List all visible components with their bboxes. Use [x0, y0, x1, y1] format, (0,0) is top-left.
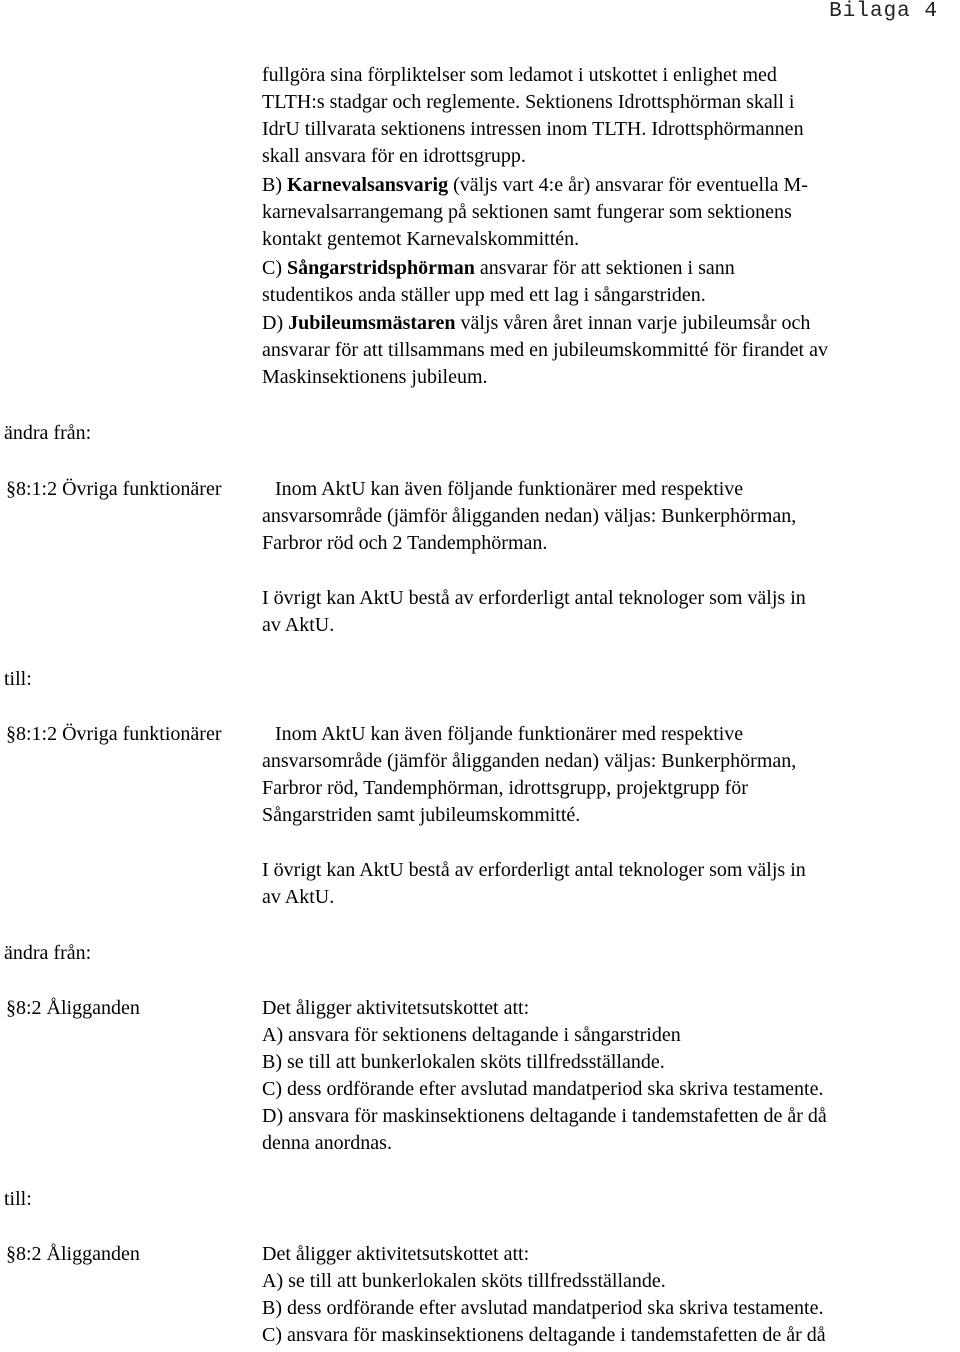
section-heading: §8:1:2 Övriga funktionärer — [6, 723, 222, 745]
item-text: (väljs vart 4:e år) ansvarar för eventuella M- — [448, 174, 808, 196]
text-line: Det åligger aktivitetsutskottet att: — [262, 1243, 530, 1265]
text-line: av AktU. — [262, 614, 335, 636]
text-line: B) dess ordförande efter avslutad mandatperiod ska skriva testamente. — [262, 1297, 824, 1319]
role-name: Karnevalsansvarig — [287, 174, 449, 196]
text-line: ansvarar för att tillsammans med en jubileumskommitté för firandet av — [262, 339, 828, 361]
text-line: TLTH:s stadgar och reglemente. Sektionens Idrottsphörman skall i — [262, 91, 795, 113]
text-line: ansvarsområde (jämför åligganden nedan) väljas: Bunkerphörman, — [262, 505, 797, 527]
item-text: ansvarar för att sektionen i sann — [474, 257, 735, 279]
page-header: Bilaga 4 — [829, 0, 938, 23]
text-line: av AktU. — [262, 886, 335, 908]
change-from-label: ändra från: — [4, 422, 92, 444]
text-line: C) dess ordförande efter avslutad mandatperiod ska skriva testamente. — [262, 1078, 824, 1100]
section-heading: §8:2 Åligganden — [6, 1243, 140, 1265]
item-d-line — [262, 310, 810, 337]
role-name: Jubileumsmästaren — [288, 312, 456, 334]
text-line: D) ansvara för maskinsektionens deltagande i tandemstafetten de år då — [262, 1105, 827, 1127]
text-line: IdrU tillvarata sektionens intressen inom TLTH. Idrottsphörmannen — [262, 118, 804, 140]
role-name: Sångarstridsphörman — [287, 257, 475, 279]
change-from-label: ändra från: — [4, 942, 92, 964]
text-line: I övrigt kan AktU bestå av erforderligt antal teknologer som väljs in — [262, 587, 806, 609]
item-prefix: D) — [262, 312, 289, 334]
text-line: C) ansvara för maskinsektionens deltagande i tandemstafetten de år då — [262, 1324, 826, 1346]
text-line: Sångarstriden samt jubileumskommitté. — [262, 804, 581, 826]
change-to-label: till: — [4, 668, 32, 690]
item-text: väljs våren året innan varje jubileumsår och — [455, 312, 811, 334]
text-line: fullgöra sina förpliktelser som ledamot i utskottet i enlighet med — [262, 64, 777, 86]
section-heading: §8:2 Åligganden — [6, 997, 140, 1019]
text-line: Inom AktU kan även följande funktionärer med respektive — [275, 478, 744, 500]
item-prefix: C) — [262, 257, 287, 279]
text-line: Inom AktU kan även följande funktionärer med respektive — [275, 723, 744, 745]
text-line: skall ansvara för en idrottsgrupp. — [262, 145, 526, 167]
text-line: denna anordnas. — [262, 1132, 392, 1154]
text-line: A) se till att bunkerlokalen sköts tillfredsställande. — [262, 1270, 666, 1292]
text-line: ansvarsområde (jämför åligganden nedan) väljas: Bunkerphörman, — [262, 750, 797, 772]
item-b-line — [262, 172, 808, 199]
text-line: studentikos anda ställer upp med ett lag i sångarstriden. — [262, 284, 706, 306]
text-line: I övrigt kan AktU bestå av erforderligt antal teknologer som väljs in — [262, 859, 806, 881]
change-to-label: till: — [4, 1188, 32, 1210]
text-line: A) ansvara för sektionens deltagande i sångarstriden — [262, 1024, 681, 1046]
section-heading: §8:1:2 Övriga funktionärer — [6, 478, 222, 500]
text-line: kontakt gentemot Karnevalskommittén. — [262, 228, 580, 250]
item-prefix: B) — [262, 174, 287, 196]
text-line: karnevalsarrangemang på sektionen samt fungerar som sektionens — [262, 201, 792, 223]
text-line: Farbror röd och 2 Tandemphörman. — [262, 532, 548, 554]
text-line: B) se till att bunkerlokalen sköts tillfredsställande. — [262, 1051, 665, 1073]
item-c-line — [262, 255, 735, 282]
text-line: Det åligger aktivitetsutskottet att: — [262, 997, 530, 1019]
text-line: Maskinsektionens jubileum. — [262, 366, 488, 388]
text-line: Farbror röd, Tandemphörman, idrottsgrupp, projektgrupp för — [262, 777, 748, 799]
